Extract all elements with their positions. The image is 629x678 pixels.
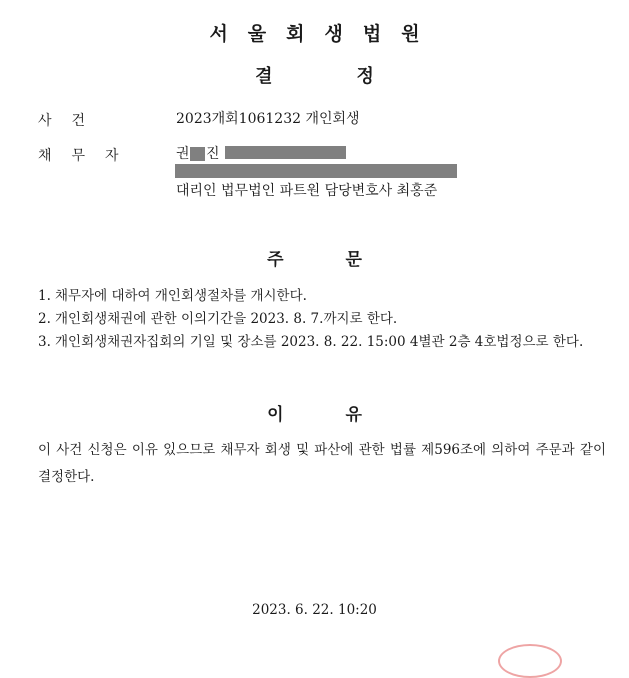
reason-text: 이 사건 신청은 이유 있으므로 채무자 회생 및 파산에 관한 법률 제596조에 의하여 주문과 같이 결정한다.: [38, 442, 606, 485]
order-item: [38, 331, 608, 354]
order-heading: 주문: [267, 250, 424, 270]
address-redaction-1: [225, 146, 346, 159]
reason-heading: 이유: [267, 405, 424, 425]
document-type: 결정: [255, 66, 458, 87]
court-name: 서울회생법원: [209, 23, 440, 45]
order-item-number: 2.: [38, 311, 51, 327]
order-item-text: 채무자에 대하여 개인회생절차를 개시한다.: [55, 288, 307, 304]
debtor-label: 채무자: [38, 148, 139, 164]
debtor-name-first: 권: [176, 146, 190, 162]
debtor-agent: 대리인 법무법인 파트원 담당변호사 최홍준: [176, 183, 438, 199]
order-item-text: 개인회생채권자집회의 기일 및 장소를 2023. 8. 22. 15:00 4별관 2층 4호법정으로 한다.: [55, 334, 584, 350]
address-redaction-2: [175, 164, 457, 178]
court-seal: [498, 644, 562, 678]
order-item-text: 개인회생채권에 관한 이의기간을 2023. 8. 7.까지로 한다.: [55, 311, 398, 327]
decision-date: 2023. 6. 22. 10:20: [252, 602, 377, 618]
name-redaction: [190, 147, 205, 161]
order-item: [38, 285, 608, 308]
debtor-name-last: 진: [206, 146, 220, 162]
order-item-number: 1.: [38, 288, 51, 304]
case-label: 사건: [38, 113, 106, 129]
order-item: [38, 308, 608, 331]
order-item-number: 3.: [38, 334, 51, 350]
case-number: 2023개회1061232 개인회생: [176, 111, 360, 127]
